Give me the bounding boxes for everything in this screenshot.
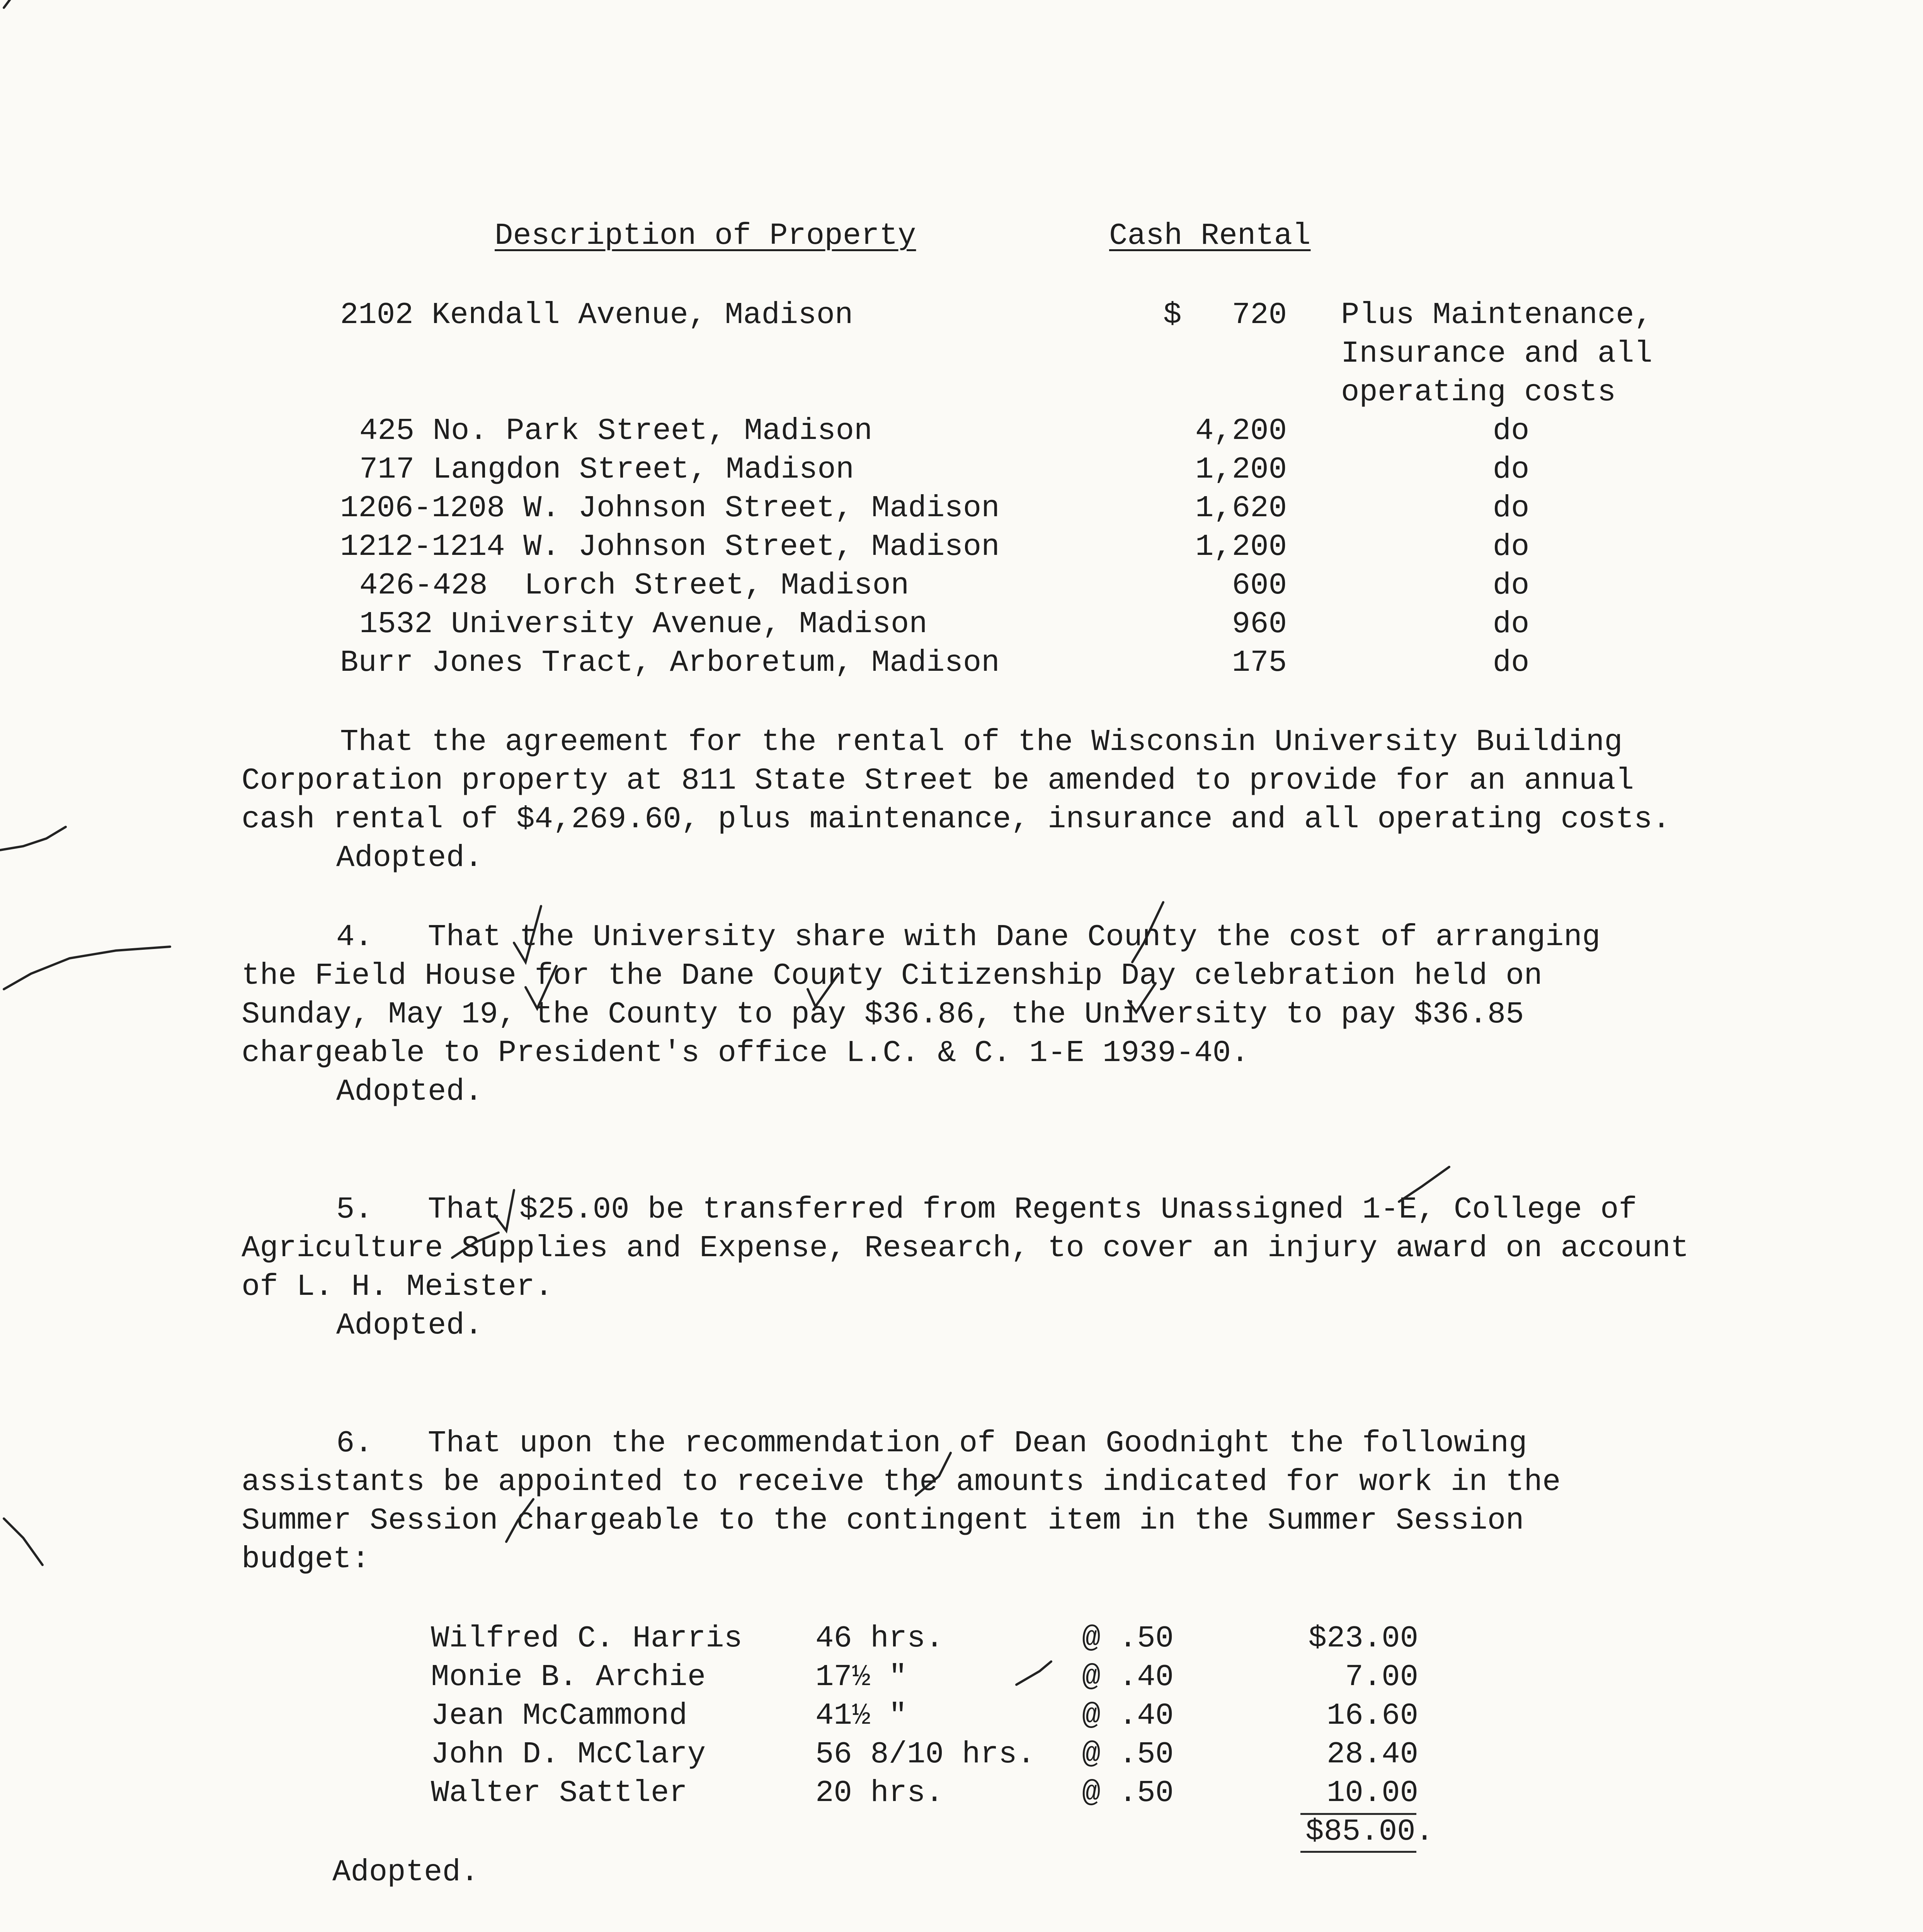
- assistant-rate: @ .50: [1082, 1621, 1174, 1656]
- paragraph-line: assistants be appointed to receive the amounts indicated for work in the: [242, 1464, 1561, 1499]
- property-note: do: [1492, 452, 1530, 487]
- check-mark-icon: [808, 974, 839, 1007]
- assistant-amount: $23.00: [1308, 1621, 1418, 1656]
- assistant-amount: 7.00: [1345, 1660, 1418, 1694]
- property-note: do: [1492, 607, 1530, 641]
- adopted-label: Adopted.: [336, 840, 483, 875]
- paragraph-line: chargeable to President's office L.C. & C. 1-E 1939-40.: [242, 1036, 1249, 1070]
- property-rental: 1,620: [1195, 491, 1287, 526]
- property-rental: 960: [1232, 607, 1287, 641]
- property-rental: 1,200: [1195, 529, 1287, 564]
- assistant-name: Wilfred C. Harris: [431, 1621, 742, 1656]
- property-note: operating costs: [1341, 375, 1616, 410]
- check-mark-icon: [916, 1453, 951, 1495]
- property-rental: 600: [1232, 568, 1287, 603]
- property-note: do: [1492, 491, 1530, 526]
- assistant-name: John D. McClary: [431, 1737, 706, 1772]
- assistant-rate: @ .40: [1082, 1698, 1174, 1733]
- assistant-name: Walter Sattler: [431, 1776, 688, 1810]
- assistant-rate: @ .40: [1082, 1660, 1174, 1694]
- property-note: Insurance and all: [1341, 336, 1652, 371]
- margin-stroke-icon: [4, 947, 170, 989]
- check-mark-icon: [1128, 983, 1156, 1012]
- check-mark-icon: [452, 1233, 499, 1258]
- assistant-amount: 10.00: [1326, 1776, 1418, 1810]
- header-description: Description of Property: [495, 218, 916, 253]
- property-note: do: [1492, 568, 1530, 603]
- property-desc: 426-428 Lorch Street, Madison: [359, 568, 909, 603]
- margin-stroke-icon: [4, 0, 15, 8]
- check-mark-icon: [526, 966, 556, 1009]
- assistant-hours: 46 hrs.: [815, 1621, 944, 1656]
- assistant-name: Monie B. Archie: [431, 1660, 706, 1694]
- assistant-amount: 16.60: [1326, 1698, 1418, 1733]
- assistants-total: $85.00.: [1305, 1814, 1434, 1849]
- property-desc: 717 Langdon Street, Madison: [359, 452, 854, 487]
- property-desc: 1212-1214 W. Johnson Street, Madison: [340, 529, 1000, 564]
- property-note: do: [1492, 529, 1530, 564]
- assistant-rate: @ .50: [1082, 1737, 1174, 1772]
- margin-stroke-icon: [4, 1519, 43, 1565]
- check-mark-icon: [1016, 1662, 1051, 1685]
- property-desc: Burr Jones Tract, Arboretum, Madison: [340, 645, 1000, 680]
- assistant-hours: 41½ ": [815, 1698, 907, 1733]
- paragraph-line: cash rental of $4,269.60, plus maintenance, insurance and all operating costs.: [242, 802, 1671, 837]
- paragraph-line: Sunday, May 19, the County to pay $36.86, the University to pay $36.85: [242, 997, 1524, 1032]
- property-rental: 720: [1232, 298, 1287, 332]
- check-mark-icon: [495, 1190, 514, 1231]
- adopted-label: Adopted.: [336, 1308, 483, 1343]
- property-rental: 1,200: [1195, 452, 1287, 487]
- paragraph-line: 4. That the University share with Dane County the cost of arranging: [336, 920, 1601, 954]
- assistant-hours: 56 8/10 hrs.: [815, 1737, 1035, 1772]
- paragraph-line: 5. That $25.00 be transferred from Regents Unassigned 1-E, College of: [336, 1192, 1637, 1227]
- dollar-sign: $: [1163, 298, 1182, 332]
- property-desc: 1532 University Avenue, Madison: [359, 607, 927, 641]
- property-desc: 425 No. Park Street, Madison: [359, 413, 873, 448]
- paragraph-line: 6. That upon the recommendation of Dean Goodnight the following: [336, 1426, 1527, 1461]
- check-mark-icon: [514, 906, 541, 962]
- margin-stroke-icon: [0, 827, 66, 850]
- adopted-label: Adopted.: [332, 1855, 479, 1889]
- paragraph-line: the Field House for the Dane County Citizenship Day celebration held on: [242, 958, 1542, 993]
- paragraph-line: Corporation property at 811 State Street be amended to provide for an annual: [242, 763, 1634, 798]
- property-rental: 175: [1232, 645, 1287, 680]
- assistant-amount: 28.40: [1326, 1737, 1418, 1772]
- property-note: do: [1492, 645, 1530, 680]
- property-note: do: [1492, 413, 1530, 448]
- paragraph-line: That the agreement for the rental of the Wisconsin University Building: [340, 724, 1623, 759]
- property-desc: 1206-1208 W. Johnson Street, Madison: [340, 491, 1000, 526]
- check-mark-icon: [1132, 902, 1163, 962]
- check-mark-icon: [1399, 1167, 1449, 1202]
- property-rental: 4,200: [1195, 413, 1287, 448]
- property-desc: 2102 Kendall Avenue, Madison: [340, 298, 853, 332]
- adopted-label: Adopted.: [336, 1074, 483, 1109]
- assistant-name: Jean McCammond: [431, 1698, 688, 1733]
- check-mark-icon: [506, 1499, 533, 1542]
- property-note: Plus Maintenance,: [1341, 298, 1652, 332]
- assistant-hours: 17½ ": [815, 1660, 907, 1694]
- paragraph-line: budget:: [242, 1542, 370, 1577]
- paragraph-line: Summer Session chargeable to the contingent item in the Summer Session: [242, 1503, 1524, 1538]
- assistant-rate: @ .50: [1082, 1776, 1174, 1810]
- header-cash-rental: Cash Rental: [1109, 218, 1311, 253]
- assistant-hours: 20 hrs.: [815, 1776, 944, 1810]
- paragraph-line: of L. H. Meister.: [242, 1269, 553, 1304]
- paragraph-line: Agriculture Supplies and Expense, Research, to cover an injury award on account: [242, 1231, 1689, 1265]
